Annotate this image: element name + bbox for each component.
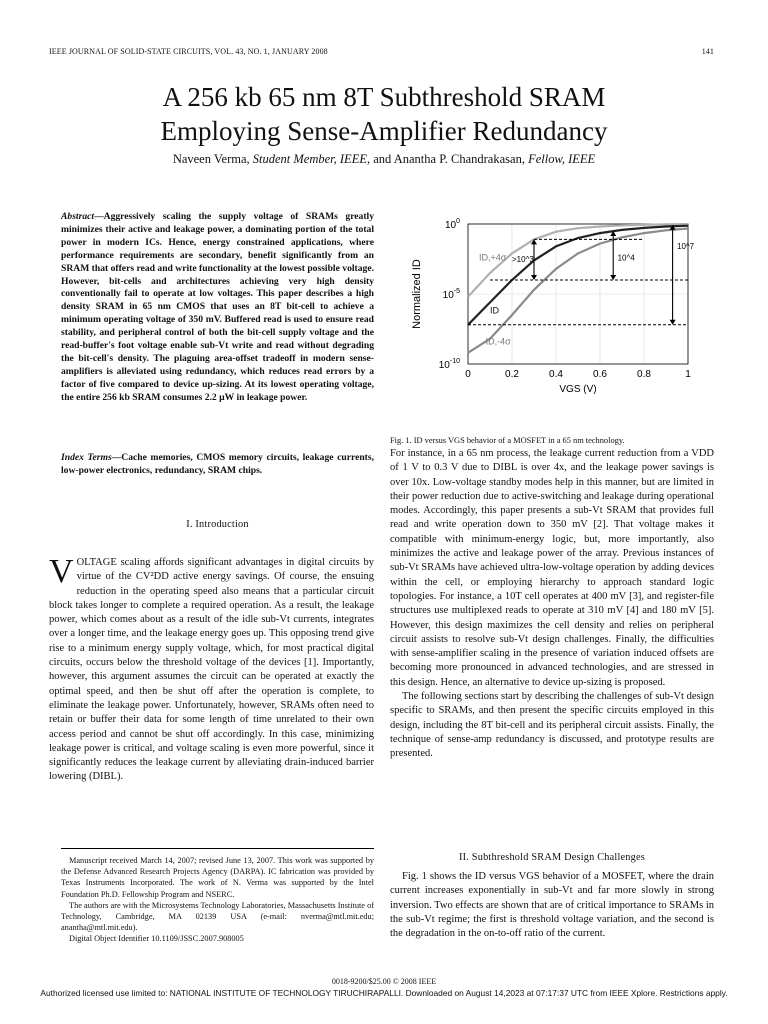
footnote-rule	[61, 848, 374, 849]
annotation-label: >10^3	[512, 254, 534, 264]
annotation-label: 10^7	[677, 242, 695, 252]
x-tick-label: 0.2	[505, 369, 519, 380]
x-axis-label: VGS (V)	[559, 384, 597, 395]
footnotes	[61, 855, 374, 945]
abstract	[61, 211, 374, 405]
arrow-head	[531, 275, 537, 280]
index-terms-text: —Cache memories, CMOS memory circuits, leakage currents, low-power electronics, redundancy, SRAM chips.	[61, 452, 374, 476]
abstract-text: —Aggressively scaling the supply voltage of SRAMs greatly minimizes their active and leakage power, a dominating portion of the total power in modern ICs. Hence, energy constrained applications, where performance requirements are secondary, benefit significantly from an SRAM that offers read and write functionality at the lowest possible voltage. However, bit-cells and architectures achieving very high density conventionally fail to operate at low voltages. This paper describes a high density SRAM in 65 nm CMOS that uses an 8T bit-cell to achieve a minimum operating voltage of 350 mV. Buffered read is used to ensure read stability, and peripheral control of both the bit-cell supply voltage and the read-buffer's foot voltage enable sub-Vt write and read without degrading the bit-cell's density. The plaguing area-offset tradeoff in modern sense-amplifiers is alleviated using redundancy, which reduces read errors by a factor of five compared to device up-sizing. At its lowest operating voltage, the entire 256 kb SRAM consumes 2.2 µW in leakage power.	[61, 211, 374, 403]
right-paragraph-2: The following sections start by describing the challenges of sub-Vt design specific to SRAMs, and then present the specific circuits employed in this design, including the 8T bit-cell and its peripheral circuit assists. Finally, the technique of sense-amp redundancy is discussed, and prototype results are presented.	[390, 691, 714, 760]
curve-label: ID,-4σ	[485, 336, 511, 347]
copyright-line: 0018-9200/$25.00 © 2008 IEEE	[331, 977, 437, 986]
footnote-manuscript: Manuscript received March 14, 2007; revised June 13, 2007. This work was supported by the Defense Advanced Research Projects Agency (DARPA). IC fabrication was provided by Texas Instruments Incorporated. The work of N. Verma was supported by the Intel Foundation Ph.D. Fellowship Program and NSERC.	[61, 856, 374, 899]
y-axis-label: Normalized ID	[411, 259, 423, 329]
x-tick-label: 1	[685, 369, 691, 380]
author-1: Naveen Verma,	[172, 152, 250, 166]
index-terms-lead: Index Terms	[61, 452, 112, 463]
section-heading-introduction: I. Introduction	[186, 519, 249, 530]
arrow-head	[610, 275, 616, 280]
author-1-role: Student Member, IEEE,	[252, 152, 371, 166]
x-tick-label: 0.8	[637, 369, 651, 380]
author-line	[0, 152, 768, 167]
abstract-lead: Abstract	[61, 211, 95, 222]
series-line	[468, 226, 688, 325]
figure-1-chart	[398, 212, 714, 412]
curve-label: ID	[490, 305, 499, 316]
y-tick-label: $10^0$	[444, 218, 460, 231]
running-header: IEEE JOURNAL OF SOLID-STATE CIRCUITS, VOL. 43, NO. 1, JANUARY 2008	[49, 47, 328, 56]
authorized-use-notice: Authorized licensed use limited to: NATIONAL INSTITUTE OF TECHNOLOGY TIRUCHIRAPALLI. Downloaded on August 14,2023 at 07:17:37 UTC from IEEE Xplore. Restrictions apply.	[40, 988, 728, 998]
author-2: Anantha P. Chandrakasan,	[393, 152, 525, 166]
chart-curves	[468, 224, 688, 353]
title-line-1: A 256 kb 65 nm 8T Subthreshold SRAM	[162, 82, 606, 112]
y-tick-label: $10^{-5}$	[442, 288, 460, 301]
chart-annotations	[468, 225, 695, 347]
footnote-doi: Digital Object Identifier 10.1109/JSSC.2007.908005	[69, 934, 244, 944]
right-paragraph-1: For instance, in a 65 nm process, the leakage current reduction from a VDD of 1 V to 0.3 V due to DIBL is over 4x, and the leakage power savings is over 10x. Low-voltage standby modes help in this manner, but are limited in their power reduction due to active-switching and leakage during operational modes. Accordingly, this paper presents a sub-Vt SRAM that provides full read and write operation down to 350 mV [2]. That voltage makes it compatible with minimum-energy logic, but, more importantly, also minimizes the active and leakage power of the array. Previous instances of sub-Vt SRAMs have achieved ultra-low-voltage operation by adding devices within the cell, or employing hierarchy to approach standard logic topologies. For instance, a 10T cell operates at 400 mV [3], and register-file structures use multiplexed reads to operate at 310 mV [4] and 180 mV [5]. However, this design maximizes the cell density and relies on peripheral circuit assists to resolve sub-Vt design challenges. Finally, the difficulties with sense-amplifier scaling in the presence of variation induced offsets are becoming more pronounced in advanced technologies, and are stressed in this design. Hence, an alternative to device up-sizing is proposed.	[390, 448, 714, 688]
x-tick-label: 0	[465, 369, 471, 380]
right-column-body	[390, 447, 714, 762]
arrow-head	[670, 320, 676, 325]
author-and: and	[373, 152, 392, 166]
footnote-affiliation: The authors are with the Microsystems Technology Laboratories, Massachusetts Institute of Technology, Cambridge, MA 02139 USA (e-mail: nverma@mtl.mit.edu; anantha@mtl.mit.edu).	[61, 900, 374, 933]
annotation-label: 10^4	[617, 253, 635, 263]
author-2-role: Fellow, IEEE	[528, 152, 596, 166]
paper-title	[0, 80, 768, 148]
curve-label: ID,+4σ	[479, 252, 507, 263]
drop-cap: V	[49, 553, 74, 590]
section-2-body: Fig. 1 shows the ID versus VGS behavior of a MOSFET, where the drain current increases exponentially in sub-Vt and far more slowly in strong inversion. Two effects are shown that are of critical importance to SRAMs in the sub-Vt regime; the first is threshold voltage variation, and the second is the degradation in the on-to-off ratio of the current.	[390, 871, 714, 940]
introduction-text: OLTAGE scaling affords significant advantages in digital circuits by virtue of the CV²DD active energy savings. Of course, the ensuing reduction in the operating speed also means that a particular circuit block takes longer to complete a required operation. As a result, the leakage power, which comes about as a result of the idle sub-Vt currents, integrates over a longer time, and the leakage energy goes up. This opposing trend give rise to a minimum energy supply voltage, which, for most practical digital circuits, occurs below the threshold voltage of the devices [1]. Importantly, however, this argument assumes the circuit can be operated at exactly the optimal speed, and then be shut off after the operation is complete, to eliminate the leakage power. Unfortunately, however, SRAMs often need to retain or buffer their data for some length of time unrelated to their own access period and cannot be shut off accordingly. In this case, minimizing leakage power is critical, and voltage scaling is even more powerful, since it significantly reduces the leakage current by alleviating drain-induced barrier lowering (DIBL).	[49, 557, 374, 783]
y-tick-label: $10^{-10}$	[438, 358, 460, 371]
figure-1-caption: Fig. 1. ID versus VGS behavior of a MOSFET in a 65 nm technology.	[390, 436, 625, 445]
section-heading-design-challenges: II. Subthreshold SRAM Design Challenges	[459, 852, 645, 863]
x-tick-label: 0.6	[593, 369, 607, 380]
title-line-2: Employing Sense-Amplifier Redundancy	[160, 116, 608, 146]
page-number: 141	[701, 47, 714, 56]
index-terms	[61, 452, 374, 478]
introduction-body	[49, 553, 374, 785]
x-tick-label: 0.4	[549, 369, 563, 380]
